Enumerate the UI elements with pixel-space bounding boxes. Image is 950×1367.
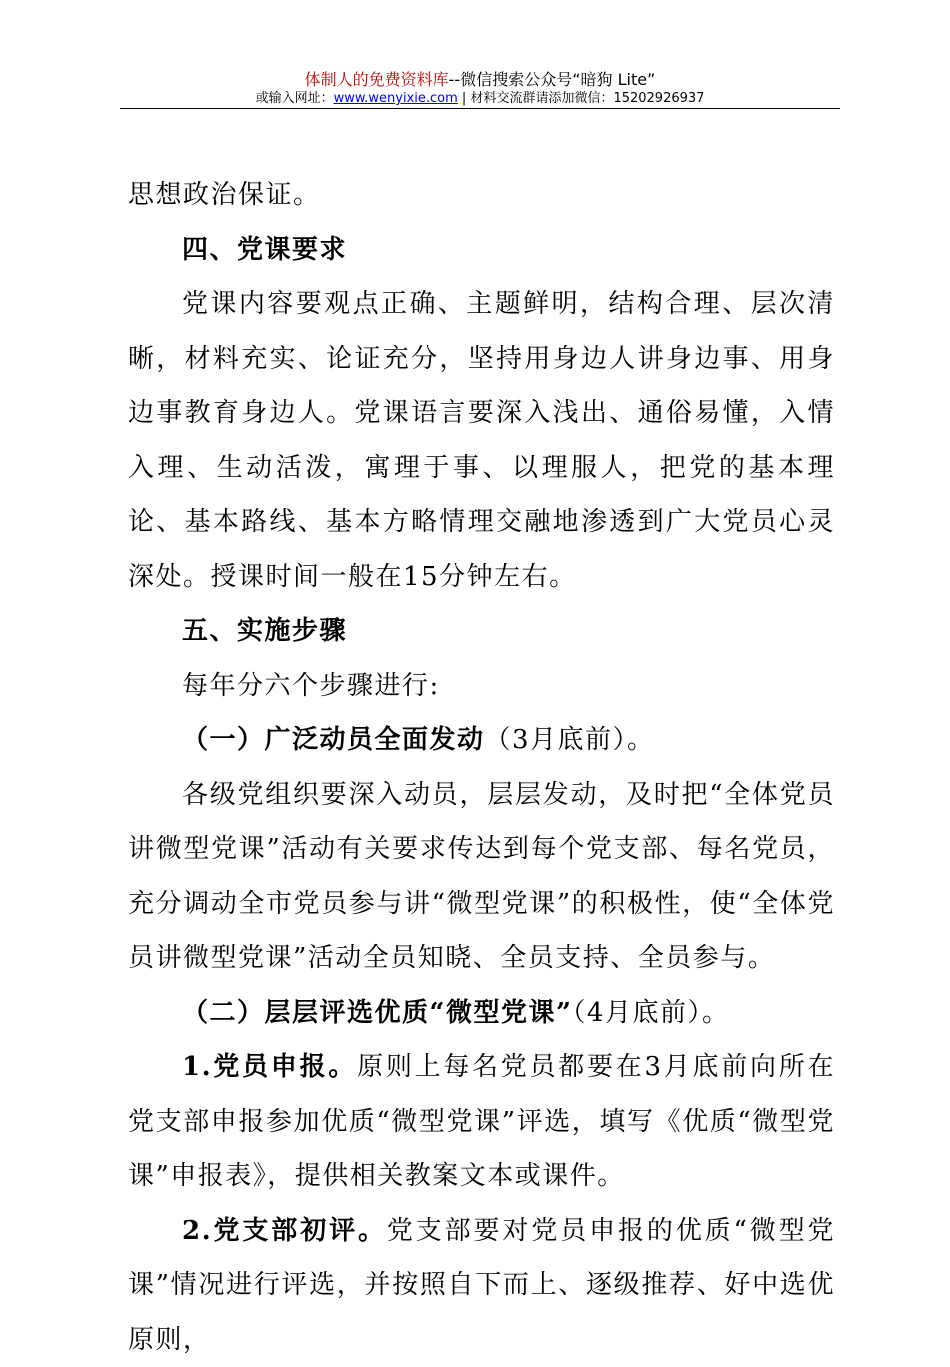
item-2-text: 党支部要对党员申报的优质“微型党课”情况进行评选，并按照自下而上、逐级推荐、好中选优原则， <box>128 1216 835 1355</box>
header-contact: | 材料交流群请添加微信：15202926937 <box>458 91 705 106</box>
item-1-text: 原则上每名党员都要在3月底前向所在党支部申报参加优质“微型党课”评选，填写《优质“微型党课”申报表》，提供相关教案文本或课件。 <box>128 1052 835 1191</box>
header-url-link[interactable]: www.wenyixie.com <box>334 91 458 106</box>
page-header <box>120 70 840 107</box>
section-heading-5: 五、实施步骤 <box>128 604 835 659</box>
header-tagline: --微信搜索公众号“暗狗 Lite” <box>449 70 656 89</box>
step-1-title: （一）广泛动员全面发动 <box>182 725 485 755</box>
step-2-heading <box>128 986 835 1041</box>
document-body <box>128 168 835 1367</box>
header-url-prefix: 或输入网址： <box>256 91 334 106</box>
section-heading-4: 四、党课要求 <box>128 223 835 278</box>
paragraph-course-requirements: 党课内容要观点正确、主题鲜明，结构合理、层次清晰，材料充实、论证充分，坚持用身边人讲身边事、用身边事教育身边人。党课语言要深入浅出、通俗易懂，入情入理、生动活泼，寓理于事、以理服人，把党的基本理论、基本路线、基本方略情理交融地渗透到广大党员心灵深处。授课时间一般在15分钟左右。 <box>128 277 835 604</box>
paragraph-intro-end: 思想政治保证。 <box>128 168 835 223</box>
paragraph-step-1: 各级党组织要深入动员，层层发动，及时把“全体党员讲微型党课”活动有关要求传达到每个党支部、每名党员，充分调动全市党员参与讲“微型党课”的积极性，使“全体党员讲微型党课”活动全员知晓、全员支持、全员参与。 <box>128 768 835 986</box>
header-divider <box>120 108 840 109</box>
item-2-title: 2.党支部初评。 <box>182 1216 387 1246</box>
header-line-2 <box>120 91 840 107</box>
step-1-date: （3月底前）。 <box>485 725 655 755</box>
item-1-title: 1.党员申报。 <box>182 1052 357 1082</box>
item-1-paragraph <box>128 1040 835 1204</box>
step-2-title: （二）层层评选优质“微型党课” <box>182 998 572 1028</box>
item-2-paragraph <box>128 1204 835 1367</box>
header-brand: 体制人的免费资料库 <box>305 70 449 89</box>
paragraph-steps-intro: 每年分六个步骤进行: <box>128 659 835 714</box>
header-line-1 <box>120 70 840 90</box>
step-1-heading <box>128 713 835 768</box>
step-2-date: （4月底前）。 <box>572 998 729 1028</box>
